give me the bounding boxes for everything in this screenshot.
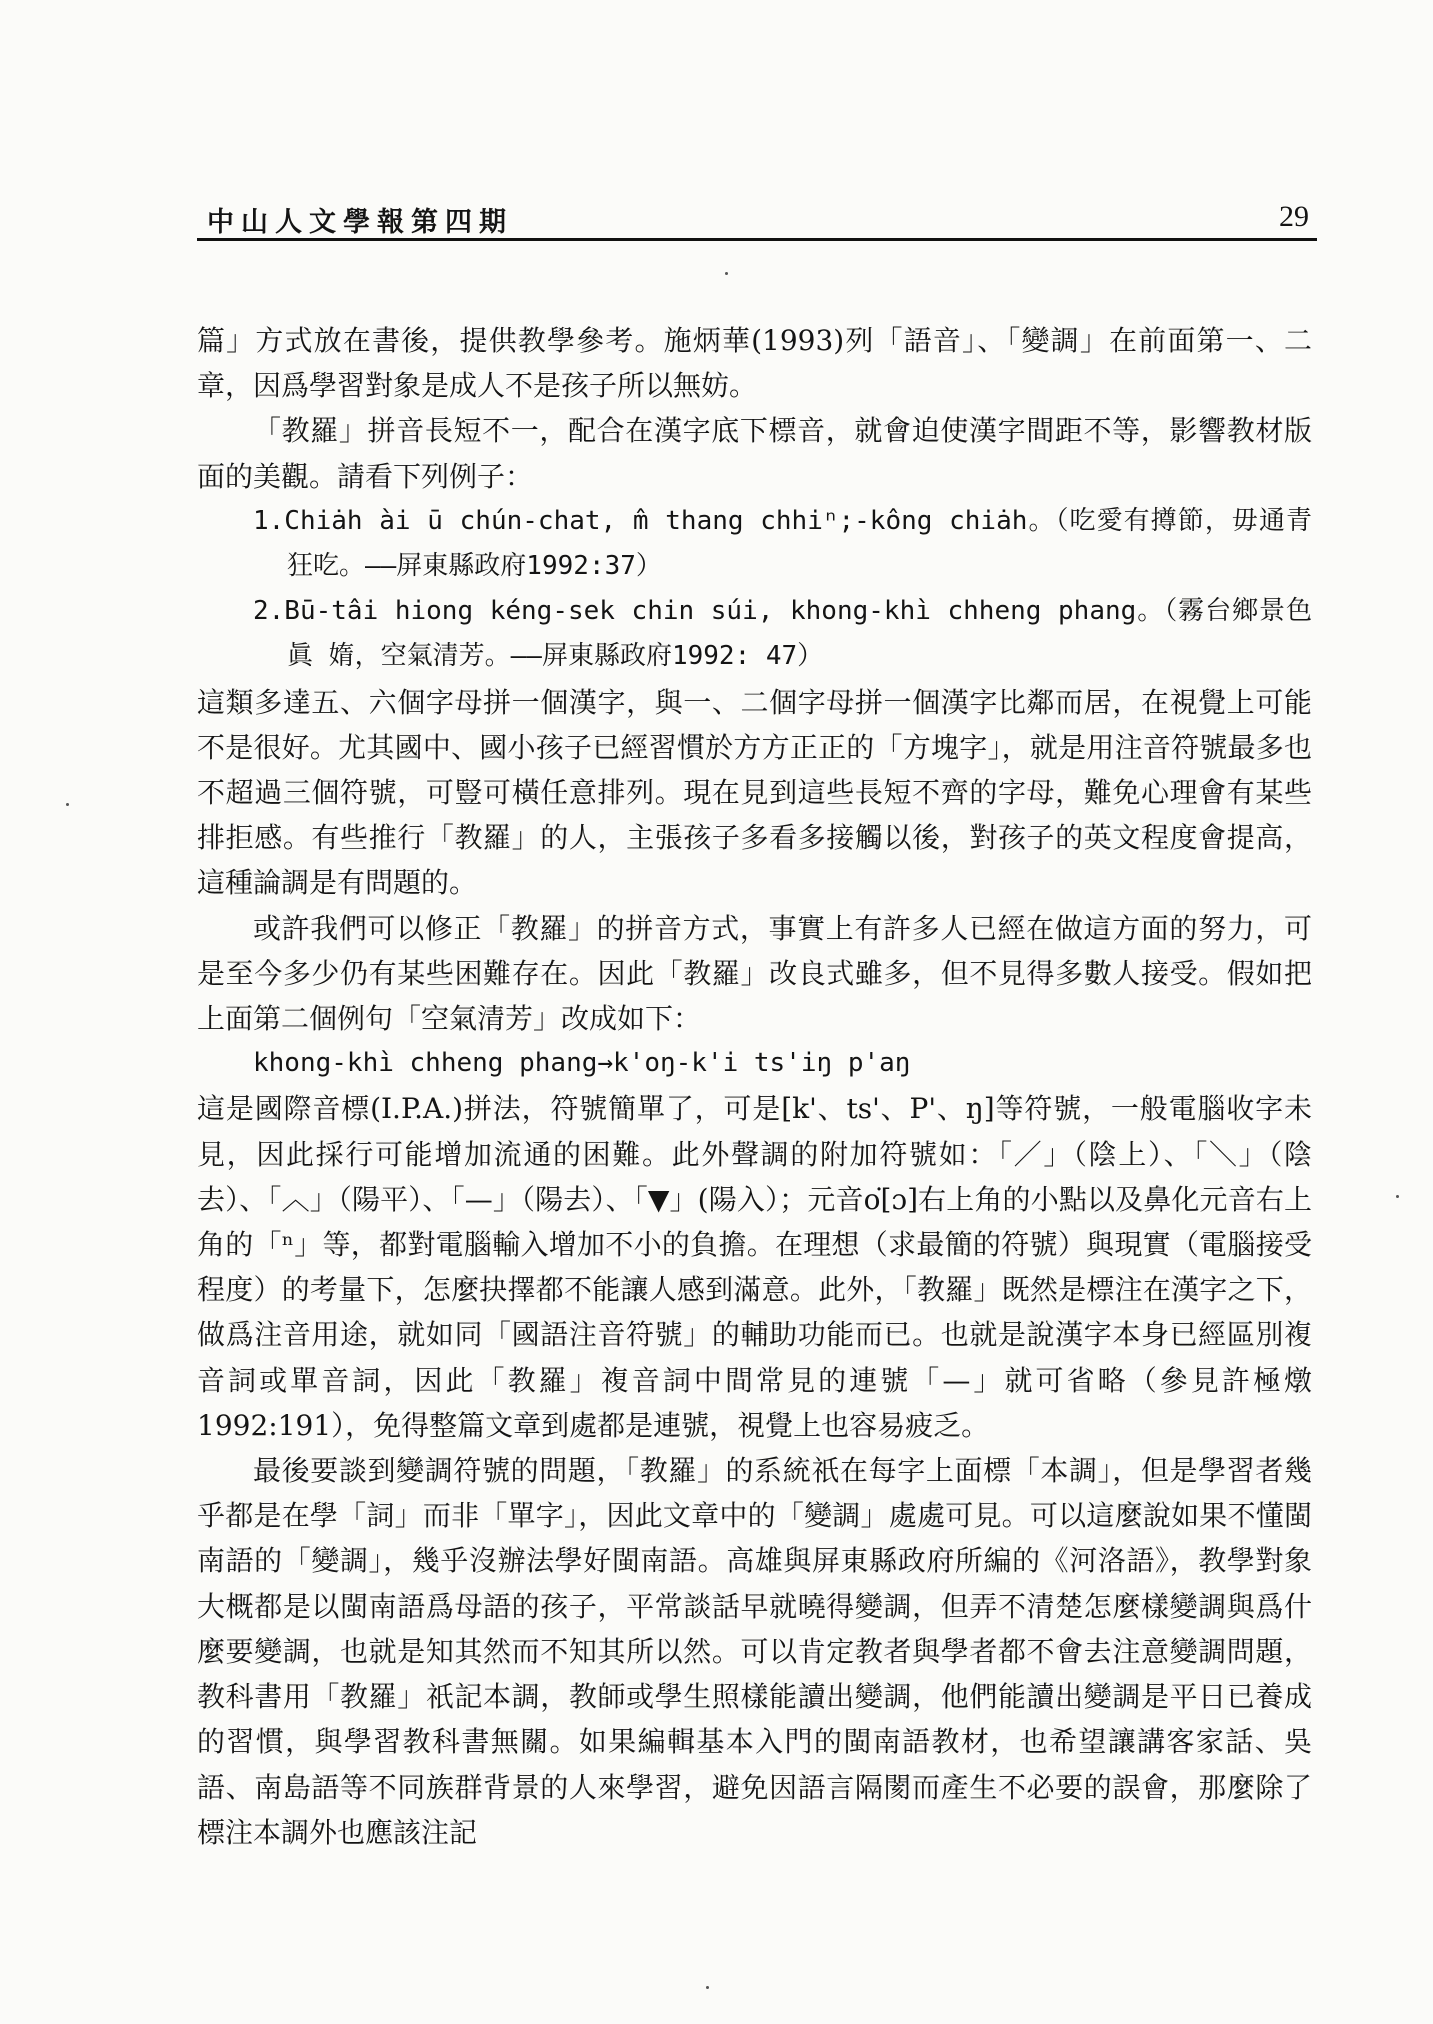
scan-speck: [1396, 1195, 1399, 1198]
article-body: [197, 318, 1312, 1855]
paragraph: 這是國際音標(I.P.A.)拼法，符號簡單了，可是[k'、ts'、P'、ŋ]等符號，一般電腦收字未見，因此採行可能增加流通的困難。此外聲調的附加符號如：「／」（陰上）、「＼」（陰去）、「︿」（陽平）、「—」（陽去）、「▼」(陽入）；元音o͘[ɔ]右上角的小點以及鼻化元音右上角的「ⁿ」等，都對電腦輸入增加不小的負擔。在理想（求最簡的符號）與現實（電腦接受程度）的考量下，怎麼抉擇都不能讓人感到滿意。此外，「教羅」既然是標注在漢字之下，做爲注音用途，就如同「國語注音符號」的輔助功能而已。也就是說漢字本身已經區別複音詞或單音詞，因此「教羅」複音詞中間常見的連號「—」就可省略（參見許極燉1992:191），免得整篇文章到處都是連號，視覺上也容易疲乏。: [197, 1092, 1312, 1442]
running-header: [197, 196, 1317, 240]
paragraph: 或許我們可以修正「教羅」的拼音方式，事實上有許多人已經在做這方面的努力，可是至今多少仍有某些困難存在。因此「教羅」改良式雖多，但不見得多數人接受。假如把上面第二個例句「空氣清芳」改成如下：: [197, 911, 1312, 1036]
scan-speck: [725, 272, 728, 275]
paragraph: 「教羅」拼音長短不一，配合在漢字底下標音，就會迫使漢字間距不等，影響教材版面的美觀。請看下列例子：: [197, 414, 1312, 493]
ipa-conversion-line: khong-khì chheng phang→k'oŋ-k'i ts'iŋ p'aŋ: [253, 1048, 911, 1079]
scan-speck: [706, 1986, 709, 1989]
example-sentence-1: 1.Chiȧh ài ū chún-chat, m̂ thang chhiⁿ;-kông chiȧh。（吃愛有撙節，毋通青狂吃。——屏東縣政府1992:37）: [253, 505, 1312, 582]
example-sentence-2: 2.Bū-tâi hiong kéng-sek chin súi, khong-khì chheng phang。（霧台鄉景色眞 媠，空氣清芳。——屏東縣政府1992: 47）: [253, 596, 1312, 672]
page-number: 29: [1279, 200, 1309, 233]
paragraph: 最後要談到變調符號的問題，「教羅」的系統祇在每字上面標「本調」，但是學習者幾乎都是在學「詞」而非「單字」，因此文章中的「變調」處處可見。可以這麼說如果不懂閩南語的「變調」，幾乎沒辦法學好閩南語。高雄與屏東縣政府所編的《河洛語》，教學對象大概都是以閩南語爲母語的孩子，平常談話早就曉得變調，但弄不清楚怎麼樣變調與爲什麼要變調，也就是知其然而不知其所以然。可以肯定教者與學者都不會去注意變調問題，教科書用「教羅」祇記本調，教師或學生照樣能讀出變調，他們能讀出變調是平日已養成的習慣，與學習教科書無關。如果編輯基本入門的閩南語教材，也希望讓講客家話、吳語、南島語等不同族群背景的人來學習，避免因語言隔閡而產生不必要的誤會，那麼除了標注本調外也應該注記: [197, 1454, 1312, 1849]
paragraph: 這類多達五、六個字母拼一個漢字，與一、二個字母拼一個漢字比鄰而居，在視覺上可能不是很好。尤其國中、國小孩子已經習慣於方方正正的「方塊字」，就是用注音符號最多也不超過三個符號，可豎可橫任意排列。現在見到這些長短不齊的字母，難免心理會有某些排拒感。有些推行「教羅」的人，主張孩子多看多接觸以後，對孩子的英文程度會提高，這種論調是有問題的。: [197, 685, 1312, 900]
header-rule: [197, 238, 1317, 241]
journal-title: 中山人文學報第四期: [207, 207, 513, 238]
scan-speck: [66, 803, 69, 806]
paragraph-continued: 篇」方式放在書後，提供教學參考。施炳華(1993)列「語音」、「變調」在前面第一、二章，因爲學習對象是成人不是孩子所以無妨。: [197, 324, 1312, 403]
